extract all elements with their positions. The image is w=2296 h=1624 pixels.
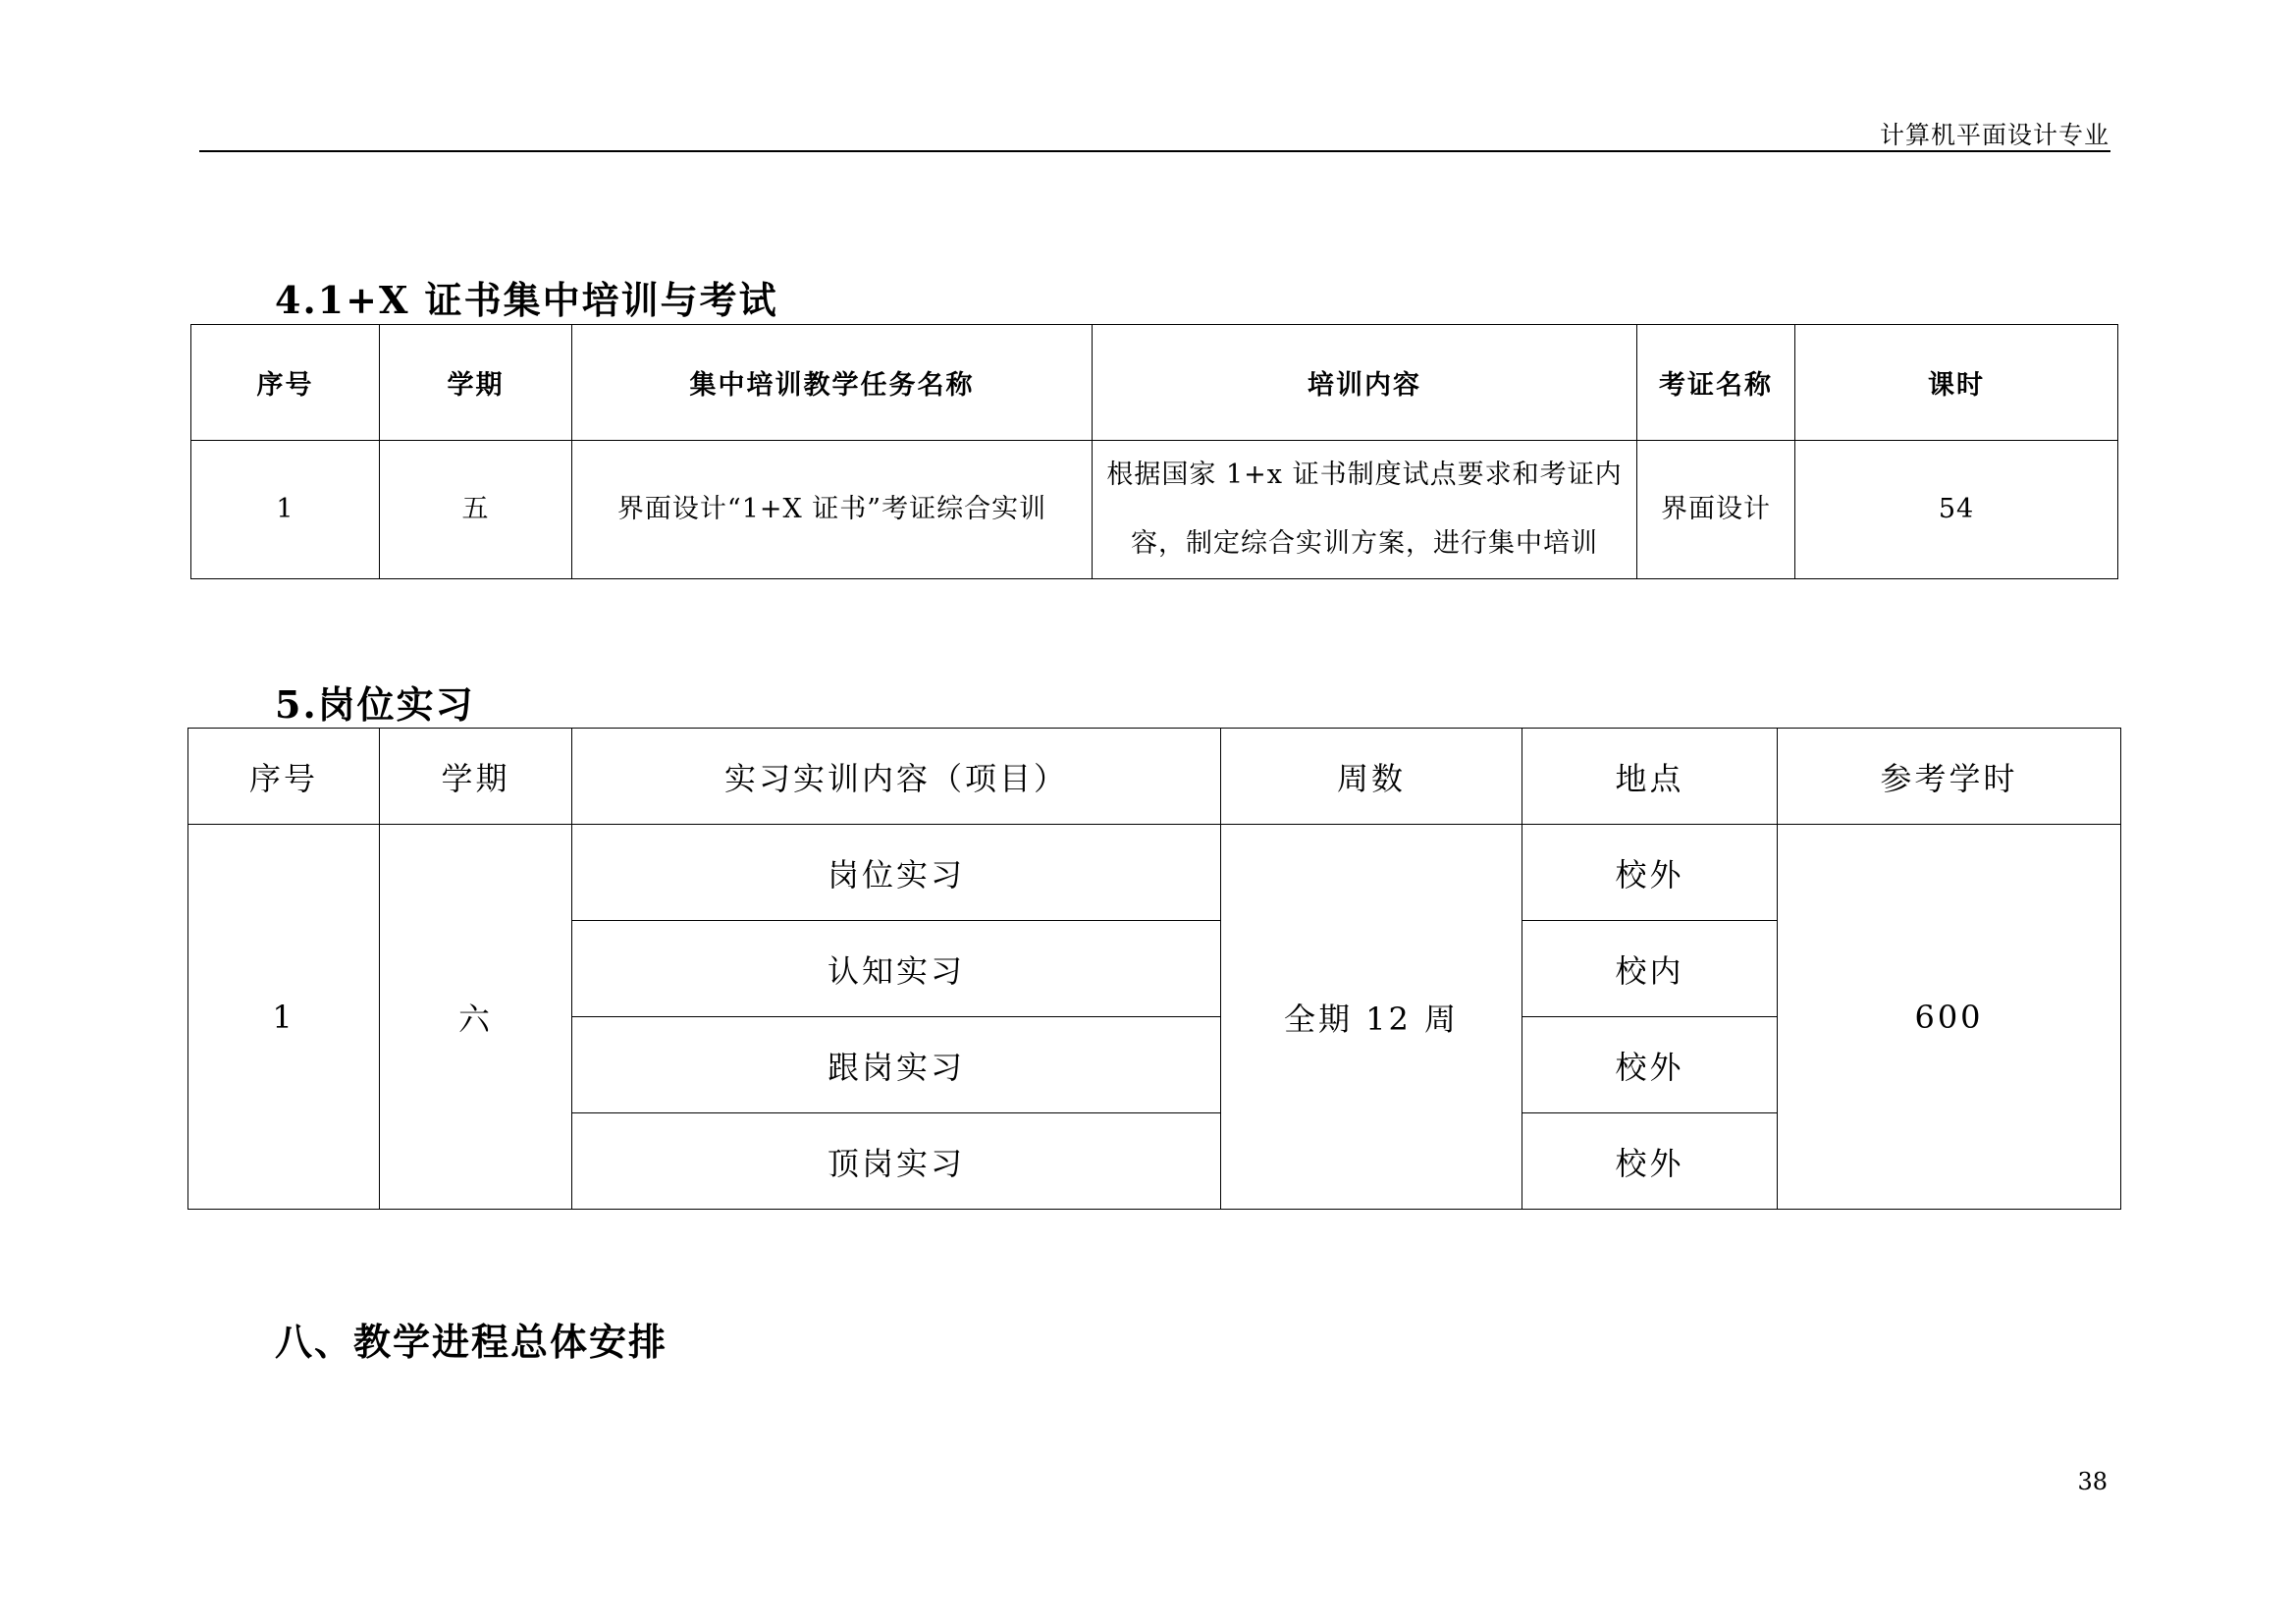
cell-no: 1 <box>188 825 380 1210</box>
column-header-cert: 考证名称 <box>1637 325 1795 441</box>
cell-content <box>1093 441 1637 579</box>
column-header-no: 序号 <box>188 729 380 825</box>
cell-term: 六 <box>380 825 572 1210</box>
column-header-term: 学期 <box>380 729 572 825</box>
cell-content: 认知实习 <box>572 921 1221 1017</box>
cell-content: 跟岗实习 <box>572 1017 1221 1113</box>
cell-content: 岗位实习 <box>572 825 1221 921</box>
column-header-hours: 课时 <box>1795 325 2118 441</box>
table-row <box>188 825 2121 921</box>
cell-location: 校内 <box>1522 921 1778 1017</box>
column-header-task: 集中培训教学任务名称 <box>572 325 1093 441</box>
internship-table <box>187 728 2121 1210</box>
cell-term: 五 <box>380 441 572 579</box>
cell-content-line-2: 容，制定综合实训方案，进行集中培训 <box>1131 528 1598 559</box>
cell-location: 校外 <box>1522 825 1778 921</box>
cell-hours: 54 <box>1795 441 2118 579</box>
cell-content-line-1: 根据国家 1+x 证书制度试点要求和考证内 <box>1106 460 1623 490</box>
column-header-content: 实习实训内容（项目） <box>572 729 1221 825</box>
cell-cert: 界面设计 <box>1637 441 1795 579</box>
section-title-certificate-training: 4.1+X 证书集中培训与考试 <box>275 278 778 322</box>
page-number: 38 <box>2077 1468 2108 1495</box>
table-header-row <box>191 325 2118 441</box>
cell-location: 校外 <box>1522 1017 1778 1113</box>
cell-weeks: 全期 12 周 <box>1221 825 1522 1210</box>
certificate-training-table <box>190 324 2118 579</box>
section-title-teaching-schedule: 八、教学进程总体安排 <box>275 1320 668 1364</box>
section-title-internship: 5.岗位实习 <box>275 682 475 727</box>
column-header-weeks: 周数 <box>1221 729 1522 825</box>
column-header-location: 地点 <box>1522 729 1778 825</box>
header-rule <box>199 150 2110 152</box>
cell-task: 界面设计“1+X 证书”考证综合实训 <box>572 441 1093 579</box>
cell-content: 顶岗实习 <box>572 1113 1221 1210</box>
column-header-no: 序号 <box>191 325 380 441</box>
column-header-hours: 参考学时 <box>1778 729 2121 825</box>
running-header: 计算机平面设计专业 <box>1879 121 2109 149</box>
column-header-content: 培训内容 <box>1093 325 1637 441</box>
cell-location: 校外 <box>1522 1113 1778 1210</box>
column-header-term: 学期 <box>380 325 572 441</box>
cell-hours: 600 <box>1778 825 2121 1210</box>
table-header-row <box>188 729 2121 825</box>
cell-no: 1 <box>191 441 380 579</box>
table-row <box>191 441 2118 579</box>
